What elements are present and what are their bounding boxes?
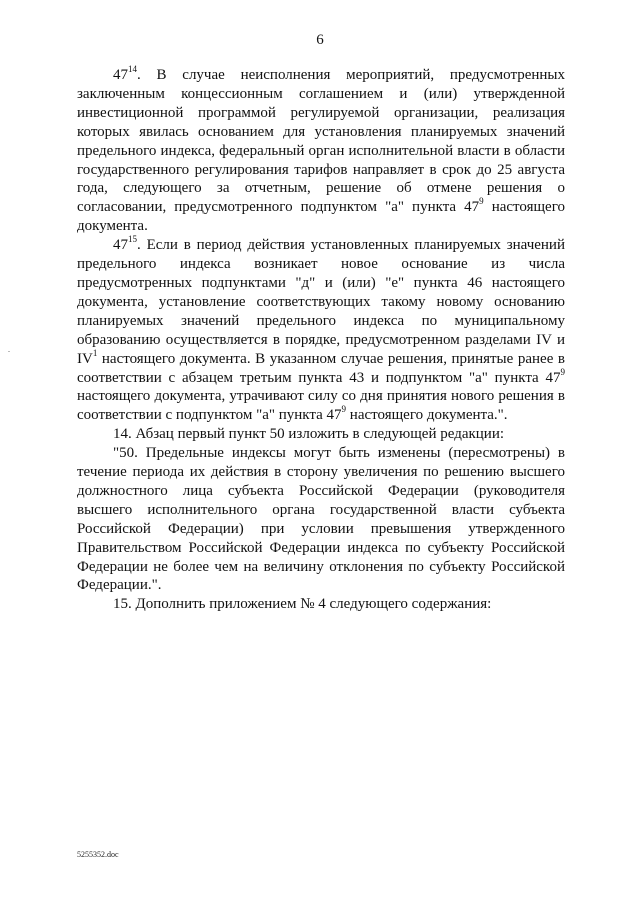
paragraph-text: 14. Абзац первый пункт 50 изложить в следующей редакции:	[113, 426, 505, 443]
superscript: 9	[560, 366, 565, 377]
paragraph-p-14	[77, 425, 565, 444]
paragraph-text: . Если в период действия установленных планируемых значений предельного индекса возникает новое основание из числа предусмотренных подпунктами "д" и (или) "е" пункта 46 настоящего документа, установление соответствующих такому новому основанию планируемых значений предельного индекса по муниципальному образованию осуществляется в порядке, предусмотренном разделами IV и IV	[77, 237, 565, 367]
paragraph-text: настоящего документа.	[77, 199, 565, 235]
paragraph-text: настоящего документа.".	[346, 407, 508, 424]
paragraph-text: настоящего документа, утрачивают силу со дня принятия нового решения в соответствии с подпунктом "а" пункта 47	[77, 388, 565, 424]
superscript: 1	[92, 347, 98, 358]
paragraph-text: "50. Предельные индексы могут быть изменены (пересмотрены) в течение периода их действия в сторону увеличения по решению высшего должностного лица субъекта Российской Федерации (руководителя высшего исполнительного органа государственной власти субъекта Российской Федерации) при условии превышения утвержденного Правительством Российской Федерации индекса по субъекту Российской Федерации не более чем на величину отклонения по субъекту Российской Федерации.".	[77, 445, 565, 594]
paragraph-p-47-15	[77, 236, 565, 425]
paragraph-p-50	[77, 444, 565, 595]
margin-mark	[8, 351, 10, 352]
document-body	[77, 66, 565, 614]
paragraph-p-47-14	[77, 66, 565, 236]
paragraph-text: 47	[113, 67, 128, 83]
superscript: 9	[341, 404, 347, 415]
paragraph-p-15	[77, 595, 565, 614]
superscript: 15	[128, 234, 137, 245]
paragraph-text: . В случае неисполнения мероприятий, предусмотренных заключенным концессионным соглашением и (или) утвержденной инвестиционной программой регулируемой организации, реализация которых явилась основанием для установления планируемых значений предельного индекса, федеральный орган исполнительной власти в области государственного регулирования тарифов направляет в срок до 25 августа года, следующего за отчетным, решение об отмене решения о согласовании, предусмотренного подпунктом "а" пункта 47	[77, 67, 565, 216]
superscript: 9	[479, 196, 484, 207]
footer-filename: 5255352.doc	[77, 850, 119, 859]
superscript: 14	[128, 64, 137, 74]
page-number: 6	[316, 32, 324, 48]
paragraph-text: настоящего документа. В указанном случае решения, принятые ранее в соответствии с абзацем третьим пункта 43 и подпунктом "а" пункта 47	[77, 350, 565, 386]
paragraph-text: 47	[113, 237, 128, 254]
paragraph-text: 15. Дополнить приложением № 4 следующего содержания:	[113, 596, 492, 613]
